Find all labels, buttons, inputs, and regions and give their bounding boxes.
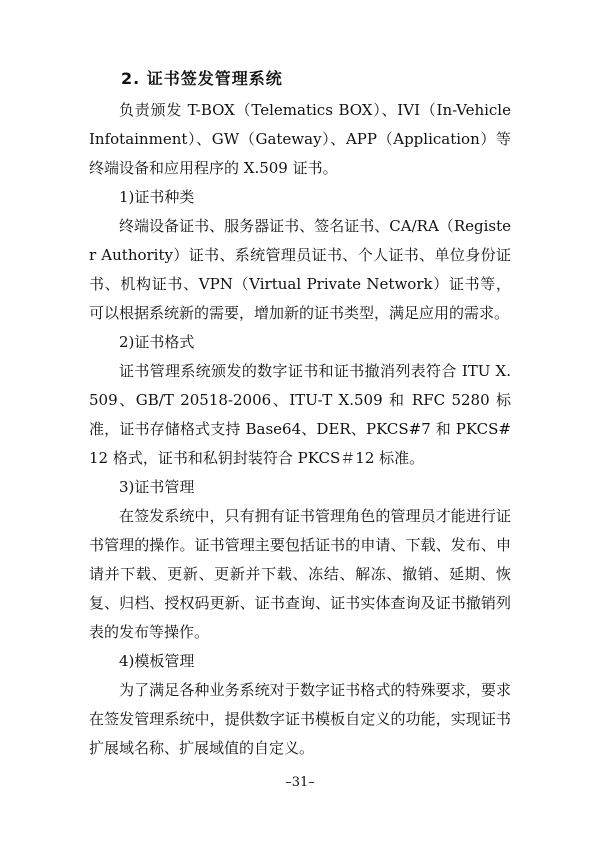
paragraph-cert-management: 在签发系统中，只有拥有证书管理角色的管理员才能进行证书管理的操作。证书管理主要包括证书的申请、下载、发布、申请并下载、更新、更新并下载、冻结、解冻、撤销、延期、恢复、归档、授权码更新、证书查询、证书实体查询及证书撤销列表的发布等操作。 [89,507,511,641]
paragraph-template-management: 为了满足各种业务系统对于数字证书格式的特殊要求，要求在签发管理系统中，提供数字证书模板自定义的功能，实现证书扩展域名称、扩展域值的自定义。 [89,681,511,757]
subheading-cert-format: 2)证书格式 [119,333,195,351]
page-number: –31– [285,775,315,790]
paragraph-cert-format: 证书管理系统颁发的数字证书和证书撤消列表符合 ITU X.509、GB/T 20518-2006、ITU-T X.509 和 RFC 5280 标准，证书存储格式支持 Base64、DER、PKCS#7 和 PKCS#12 格式，证书和私钥封装符合 PKCS＃12 标准。 [89,362,511,467]
paragraph-cert-types: 终端设备证书、服务器证书、签名证书、CA/RA（Register Authority）证书、系统管理员证书、个人证书、单位身份证书、机构证书、VPN（Virtual Private Network）证书等，可以根据系统新的需要，增加新的证书类型，满足应用的需求。 [89,217,511,322]
subheading-cert-management: 3)证书管理 [119,478,195,496]
section-heading: 2. 证书签发管理系统 [121,69,283,88]
paragraph-intro: 负责颁发 T-BOX（Telematics BOX）、IVI（In-Vehicle Infotainment）、GW（Gateway）、APP（Application）等终端设备和应用程序的 X.509 证书。 [89,101,511,177]
body-text [89,96,511,763]
subheading-template-management: 4)模板管理 [119,652,195,670]
subheading-cert-types: 1)证书种类 [119,188,195,206]
